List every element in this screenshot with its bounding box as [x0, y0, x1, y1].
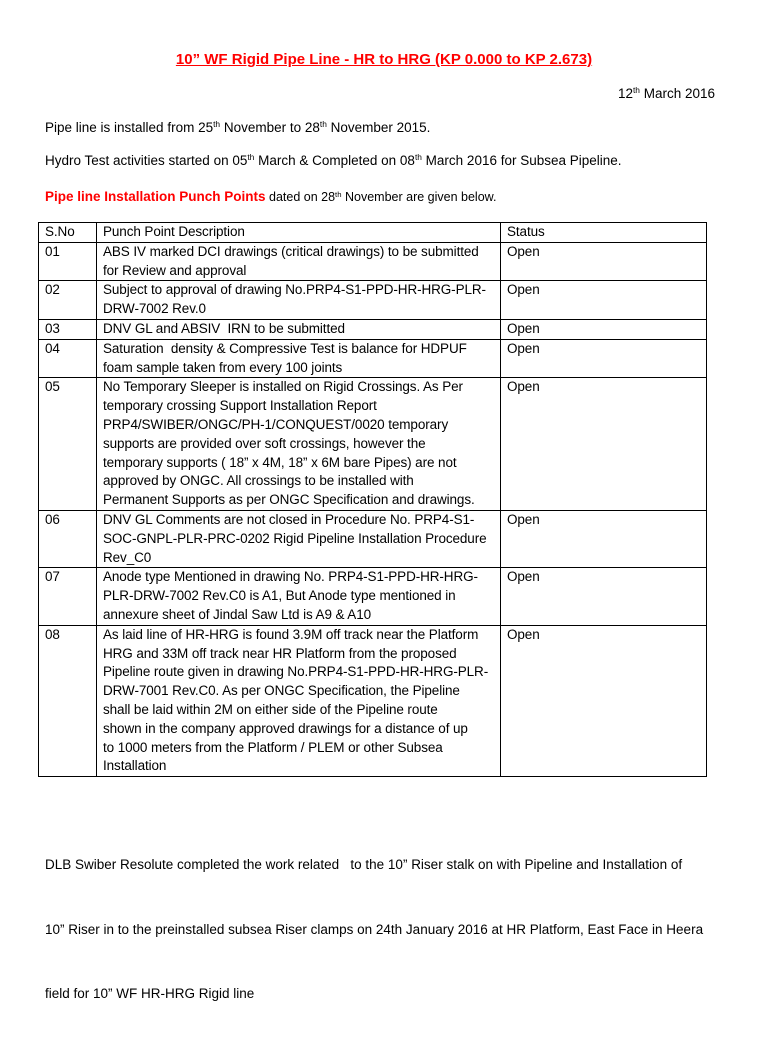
description-line: temporary supports ( 18” x 4M, 18” x 6M bare Pipes) are not: [103, 454, 457, 470]
description-cell: [97, 378, 501, 511]
description-line: shown in the company approved drawings for a distance of up: [103, 720, 468, 736]
column-header-status: Status: [501, 223, 707, 243]
punch-points-intro-text: [266, 190, 497, 204]
punch-table-body: [39, 242, 707, 776]
description-line: Anode type Mentioned in drawing No. PRP4-S1-PPD-HR-HRG-: [103, 569, 478, 585]
text-segment: November are given below.: [341, 190, 497, 204]
description-line: ABS IV marked DCI drawings (critical drawings) to be submitted: [103, 243, 479, 259]
sno-cell: 04: [39, 339, 97, 378]
text-segment: November 2015.: [326, 120, 431, 135]
description-line: Saturation density & Compressive Test is balance for HDPUF: [103, 340, 467, 356]
table-row: [39, 319, 707, 339]
table-row: [39, 339, 707, 378]
date-ordinal-suffix: th: [632, 85, 640, 96]
description-line: HRG and 33M off track near HR Platform from the proposed: [103, 645, 457, 661]
punch-points-intro: [45, 187, 496, 209]
description-line: Installation: [103, 758, 167, 774]
table-row: [39, 568, 707, 625]
description-line: foam sample taken from every 100 joints: [103, 359, 343, 375]
sno-cell: 01: [39, 242, 97, 281]
document-title: 10” WF Rigid Pipe Line - HR to HRG (KP 0.000 to KP 2.673): [175, 51, 593, 68]
sno-cell: 06: [39, 510, 97, 567]
status-cell: Open: [501, 378, 707, 511]
description-line: shall be laid within 2M on either side of the Pipeline route: [103, 701, 438, 717]
table-header: [39, 223, 707, 243]
text-segment: Pipe line is installed from 25: [45, 120, 214, 135]
description-line: supports are provided over soft crossings, however the: [103, 435, 426, 451]
hydro-test-text: [45, 151, 622, 172]
description-line: temporary crossing Support Installation Report: [103, 398, 377, 414]
text-segment: March & Completed on 08: [254, 153, 415, 168]
description-line: DRW-7002 Rev.0: [103, 301, 206, 317]
table-row: [39, 625, 707, 776]
status-cell: Open: [501, 281, 707, 320]
description-line: No Temporary Sleeper is installed on Rigid Crossings. As Per: [103, 379, 463, 395]
closing-line: DLB Swiber Resolute completed the work related to the 10” Riser stalk on with Pipeline and Installation of: [45, 857, 683, 872]
status-cell: Open: [501, 242, 707, 281]
description-line: DRW-7001 Rev.C0. As per ONGC Specification, the Pipeline: [103, 683, 460, 699]
closing-line: 10” Riser in to the preinstalled subsea Riser clamps on 24th January 2016 at HR Platform, East Face in Heera: [45, 921, 704, 937]
punch-points-table: [38, 222, 707, 777]
description-line: SOC-GNPL-PLR-PRC-0202 Rigid Pipeline Installation Procedure: [103, 530, 487, 546]
date-month-year: March 2016: [639, 86, 715, 101]
description-cell: [97, 510, 501, 567]
sno-cell: 07: [39, 568, 97, 625]
status-cell: Open: [501, 625, 707, 776]
table-header-row: [39, 223, 707, 243]
installation-period-text: [45, 118, 430, 139]
description-cell: [97, 242, 501, 281]
table-row: [39, 281, 707, 320]
text-segment: November to 28: [220, 120, 320, 135]
sno-cell: 05: [39, 378, 97, 511]
closing-paragraph: [45, 811, 703, 1048]
ordinal-suffix: th: [213, 119, 221, 130]
text-segment: March 2016 for Subsea Pipeline.: [421, 153, 622, 168]
description-line: annexure sheet of Jindal Saw Ltd is A9 & A10: [103, 606, 372, 622]
status-cell: Open: [501, 319, 707, 339]
sno-cell: 08: [39, 625, 97, 776]
table-row: [39, 242, 707, 281]
description-line: approved by ONGC. All crossings to be installed with: [103, 473, 414, 489]
status-cell: Open: [501, 339, 707, 378]
ordinal-suffix: th: [319, 119, 327, 130]
column-header-description: Punch Point Description: [97, 223, 501, 243]
description-cell: [97, 319, 501, 339]
date-day: 12: [617, 86, 633, 101]
ordinal-suffix: th: [414, 152, 422, 163]
sno-cell: 02: [39, 281, 97, 320]
closing-line: field for 10” WF HR-HRG Rigid line: [45, 986, 255, 1001]
description-line: to 1000 meters from the Platform / PLEM or other Subsea: [103, 739, 443, 755]
description-line: DNV GL and ABSIV IRN to be submitted: [103, 320, 345, 336]
description-line: PRP4/SWIBER/ONGC/PH-1/CONQUEST/0020 temporary: [103, 416, 449, 432]
description-line: Pipeline route given in drawing No.PRP4-S1-PPD-HR-HRG-PLR-: [103, 664, 489, 680]
description-cell: [97, 625, 501, 776]
text-segment: dated on 28: [265, 190, 336, 204]
description-cell: [97, 339, 501, 378]
document-date: [618, 84, 715, 105]
status-cell: Open: [501, 510, 707, 567]
text-segment: Hydro Test activities started on 05: [45, 153, 248, 168]
description-line: DNV GL Comments are not closed in Procedure No. PRP4-S1-: [103, 511, 475, 527]
sno-cell: 03: [39, 319, 97, 339]
description-cell: [97, 281, 501, 320]
description-line: Rev_C0: [103, 549, 152, 565]
description-line: Subject to approval of drawing No.PRP4-S1-PPD-HR-HRG-PLR-: [103, 282, 486, 298]
punch-points-heading: Pipe line Installation Punch Points: [45, 189, 266, 204]
ordinal-suffix: th: [247, 152, 255, 163]
table-row: [39, 378, 707, 511]
description-cell: [97, 568, 501, 625]
description-line: for Review and approval: [103, 262, 247, 278]
ordinal-suffix: th: [335, 189, 342, 199]
description-line: As laid line of HR-HRG is found 3.9M off track near the Platform: [103, 626, 479, 642]
description-line: PLR-DRW-7002 Rev.C0 is A1, But Anode type mentioned in: [103, 588, 456, 604]
column-header-sno: S.No: [39, 223, 97, 243]
status-cell: Open: [501, 568, 707, 625]
description-line: Permanent Supports as per ONGC Specification and drawings.: [103, 492, 475, 508]
table-row: [39, 510, 707, 567]
